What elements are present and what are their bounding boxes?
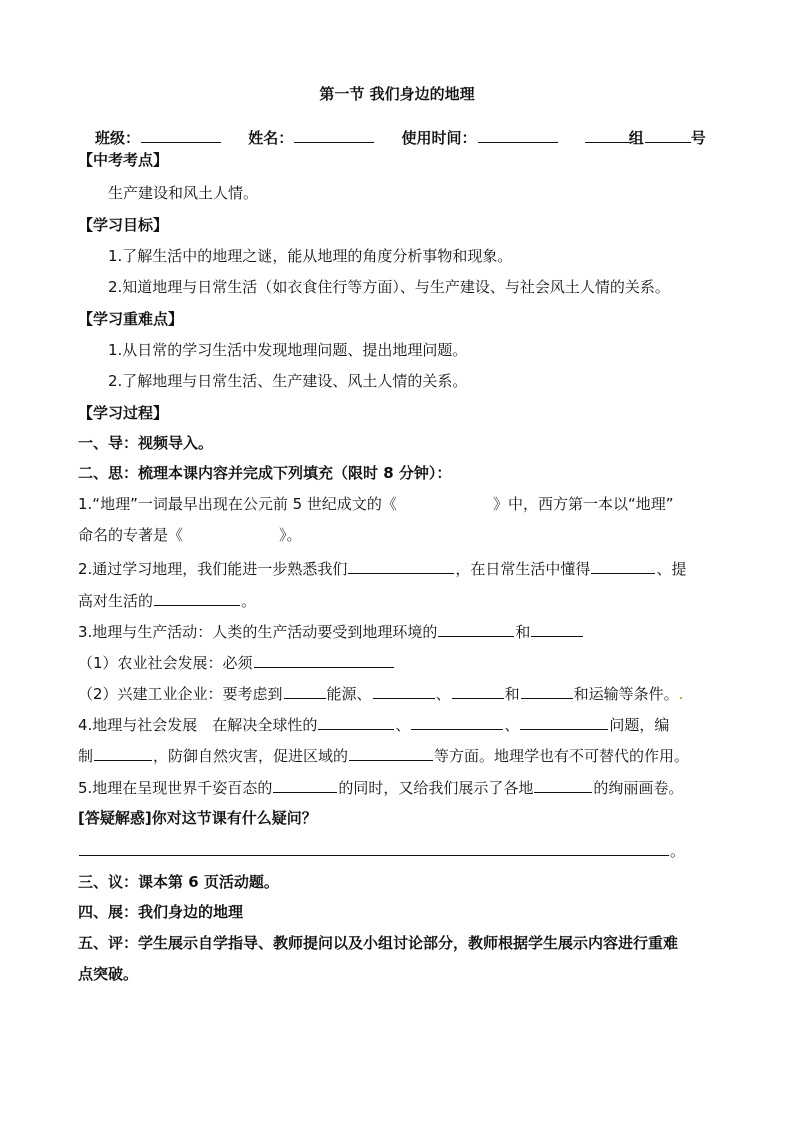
step-2: 二、思：梳理本课内容并完成下列填充（限时 8 分钟）： [78,464,452,482]
difficulties-heading: 【学习重难点】 [78,310,184,328]
class-blank[interactable] [141,127,221,143]
q2-text: 高对生活的 [78,592,154,610]
q3-text: 和 [515,623,531,641]
q4-blank-4[interactable] [94,745,152,761]
q4-text: 制 [78,747,94,765]
step-1: 一、导：视频导入。 [78,434,214,452]
q2-blank-2[interactable] [591,558,655,574]
step-5-line-2: 点突破。 [78,965,139,983]
q3-2-text: 和 [504,685,520,703]
qa-blank[interactable] [79,840,669,856]
question-4-line-1 [78,714,724,735]
q4-text: 等方面。地理学也有不可替代的作用。 [434,747,690,765]
q2-text: ，在日常生活中懂得 [455,560,591,578]
q3-2-blank-2[interactable] [373,683,435,699]
q1-text: 》中，西方第一本以“地理” [492,495,674,513]
q3-2-text: （2）兴建工业企业：要考虑到 [78,685,283,703]
q2-blank-1[interactable] [348,558,454,574]
q5-blank-2[interactable] [534,777,592,793]
class-label: 班级： [95,129,141,147]
exam-points-text: 生产建设和风土人情。 [108,184,259,202]
q4-blank-1[interactable] [318,714,394,730]
number-blank[interactable] [645,127,691,143]
student-info-header [95,127,724,148]
name-blank[interactable] [294,127,374,143]
q3-1-blank[interactable] [254,652,394,668]
q4-text: ，防御自然灾害，促进区域的 [153,747,349,765]
group-label: 组 [628,129,644,147]
q2-blank-3[interactable] [154,590,240,606]
q2-text: 。 [241,592,257,610]
goals-heading: 【学习目标】 [78,216,169,234]
q3-2-blank-1[interactable] [284,683,326,699]
qa-answer-line [78,840,724,861]
exam-points-heading: 【中考考点】 [78,151,169,169]
q4-blank-2[interactable] [411,714,503,730]
group-blank[interactable] [585,127,629,143]
q3-2-text: 能源、 [326,685,372,703]
process-heading: 【学习过程】 [78,404,169,422]
question-2-line-2 [78,590,724,611]
q3-2-text: 、 [435,685,451,703]
stray-mark: . [678,685,684,703]
q4-text: 问题，编 [609,716,670,734]
q4-blank-5[interactable] [349,745,433,761]
difficulty-item: 2.了解地理与日常生活、生产建设、风土人情的关系。 [108,372,468,390]
q4-text: 、 [504,716,520,734]
question-1-line-2 [78,525,724,545]
question-3-1 [78,652,724,673]
q4-blank-3[interactable] [520,714,608,730]
q5-text: 的同时，又给我们展示了各地 [338,779,534,797]
step-4: 四、展：我们身边的地理 [78,903,244,921]
question-5 [78,777,724,798]
question-3-2 [78,683,724,704]
qa-heading: [答疑解惑]你对这节课有什么疑问？ [78,809,317,827]
question-1-line-1 [78,494,724,514]
time-blank[interactable] [478,127,558,143]
goal-item: 1.了解生活中的地理之谜，能从地理的角度分析事物和现象。 [108,247,513,265]
q1-text: 》。 [279,526,302,544]
step-3: 三、议：课本第 6 页活动题。 [78,873,279,891]
q1-text: 命名的专著是《 [78,526,184,544]
name-label: 姓名： [248,129,294,147]
page-title: 第一节 我们身边的地理 [319,85,475,103]
q2-text: 、提 [656,560,687,578]
step-5-line-1: 五、评：学生展示自学指导、教师提问以及小组讨论部分，教师根据学生展示内容进行重难 [78,934,679,952]
number-label: 号 [690,129,706,147]
time-label: 使用时间： [401,129,477,147]
goal-item: 2.知道地理与日常生活（如衣食住行等方面）、与生产建设、与社会风土人情的关系。 [108,278,670,296]
q3-text: 3.地理与生产活动：人类的生产活动要受到地理环境的 [78,623,438,641]
qa-end: 。 [670,842,686,860]
q3-1-text: （1）农业社会发展：必须 [78,654,253,672]
question-2-line-1 [78,558,724,579]
q4-text: 4.地理与社会发展 在解决全球性的 [78,716,318,734]
q1-text: 1.“地理”一词最早出现在公元前 5 世纪成文的《 [78,495,397,513]
q5-text: 5.地理在呈现世界千姿百态的 [78,779,273,797]
q4-text: 、 [395,716,411,734]
q2-text: 2.通过学习地理，我们能进一步熟悉我们 [78,560,348,578]
q3-2-blank-4[interactable] [521,683,573,699]
question-3 [78,621,724,642]
question-4-line-2 [78,745,724,766]
q3-2-text: 和运输等条件。 [573,685,679,703]
q3-blank-2[interactable] [531,621,583,637]
q5-text: 的绚丽画卷。 [593,779,684,797]
q5-blank-1[interactable] [273,777,337,793]
difficulty-item: 1.从日常的学习生活中发现地理问题、提出地理问题。 [108,341,468,359]
q3-blank-1[interactable] [438,621,514,637]
q3-2-blank-3[interactable] [452,683,504,699]
